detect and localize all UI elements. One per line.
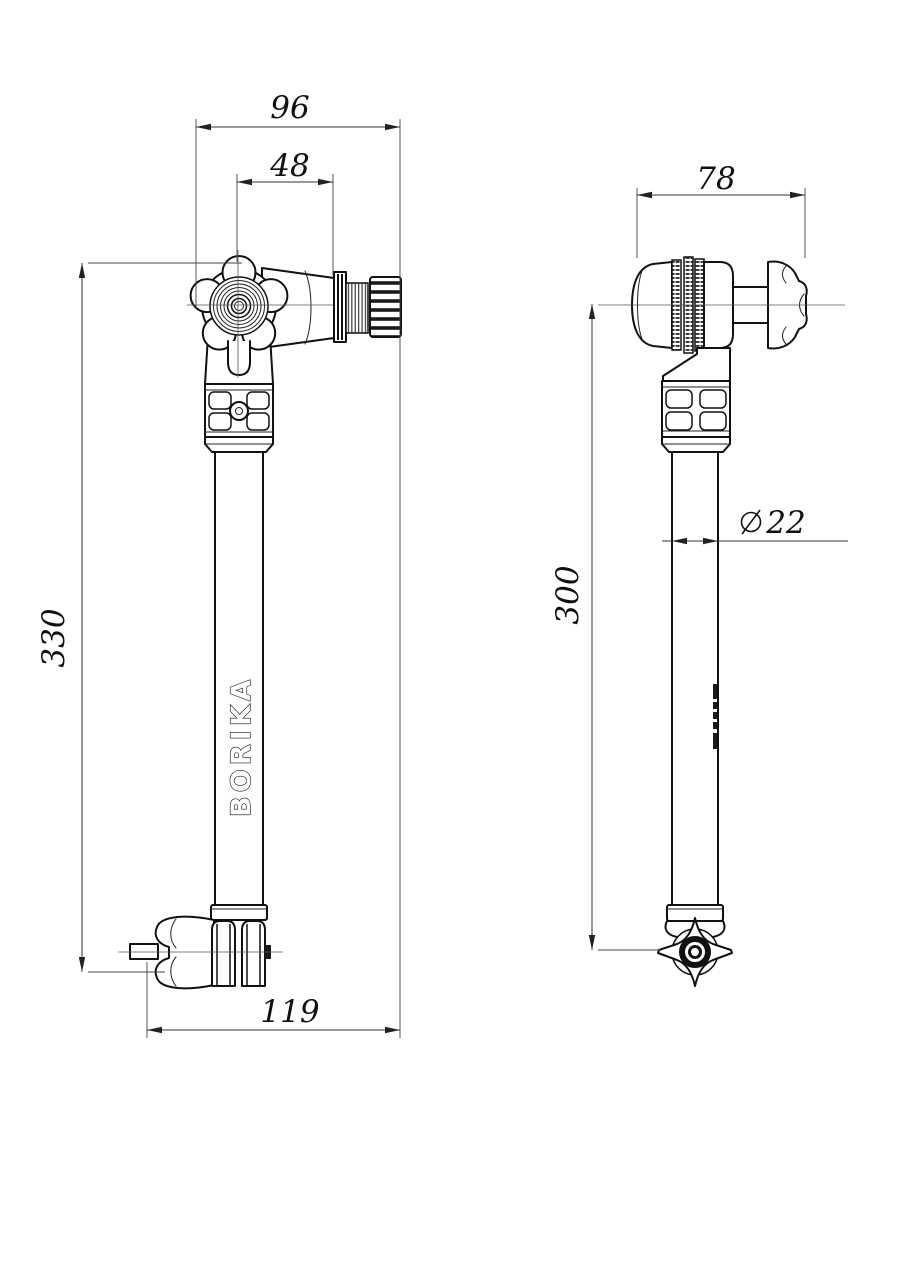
dimension-330-label: 330	[36, 608, 72, 668]
dimension-side-head-width	[637, 161, 805, 258]
brand-label-edge	[713, 684, 717, 749]
ribbed-end-cap	[370, 277, 401, 337]
lever-slot	[228, 341, 250, 375]
block-screw-hole	[230, 402, 248, 420]
side-bottom-star-knob	[658, 905, 732, 986]
side-head	[632, 257, 807, 381]
front-tube	[215, 452, 263, 908]
brand-label: BORIKA	[226, 677, 257, 817]
dimension-96-label: 96	[270, 90, 310, 126]
diameter-symbol	[742, 510, 761, 534]
dimension-knob-to-thread	[237, 148, 333, 276]
front-view	[118, 250, 401, 988]
dimension-48-label: 48	[270, 148, 310, 184]
side-tube	[672, 452, 718, 908]
threaded-section	[346, 283, 368, 333]
dimension-78-label: 78	[696, 161, 736, 197]
wing-knob	[130, 917, 214, 989]
front-bottom-clamp	[130, 905, 271, 988]
front-clamp-block	[205, 384, 273, 452]
dimensions	[36, 90, 848, 1038]
side-view	[598, 257, 845, 986]
side-clamp-block	[662, 381, 730, 452]
dimension-22-label: 22	[766, 505, 806, 541]
dimension-119-label: 119	[260, 994, 320, 1030]
dimension-300-label: 300	[550, 565, 586, 625]
dimension-tube-length	[550, 304, 660, 950]
bolt-tip	[130, 944, 158, 959]
